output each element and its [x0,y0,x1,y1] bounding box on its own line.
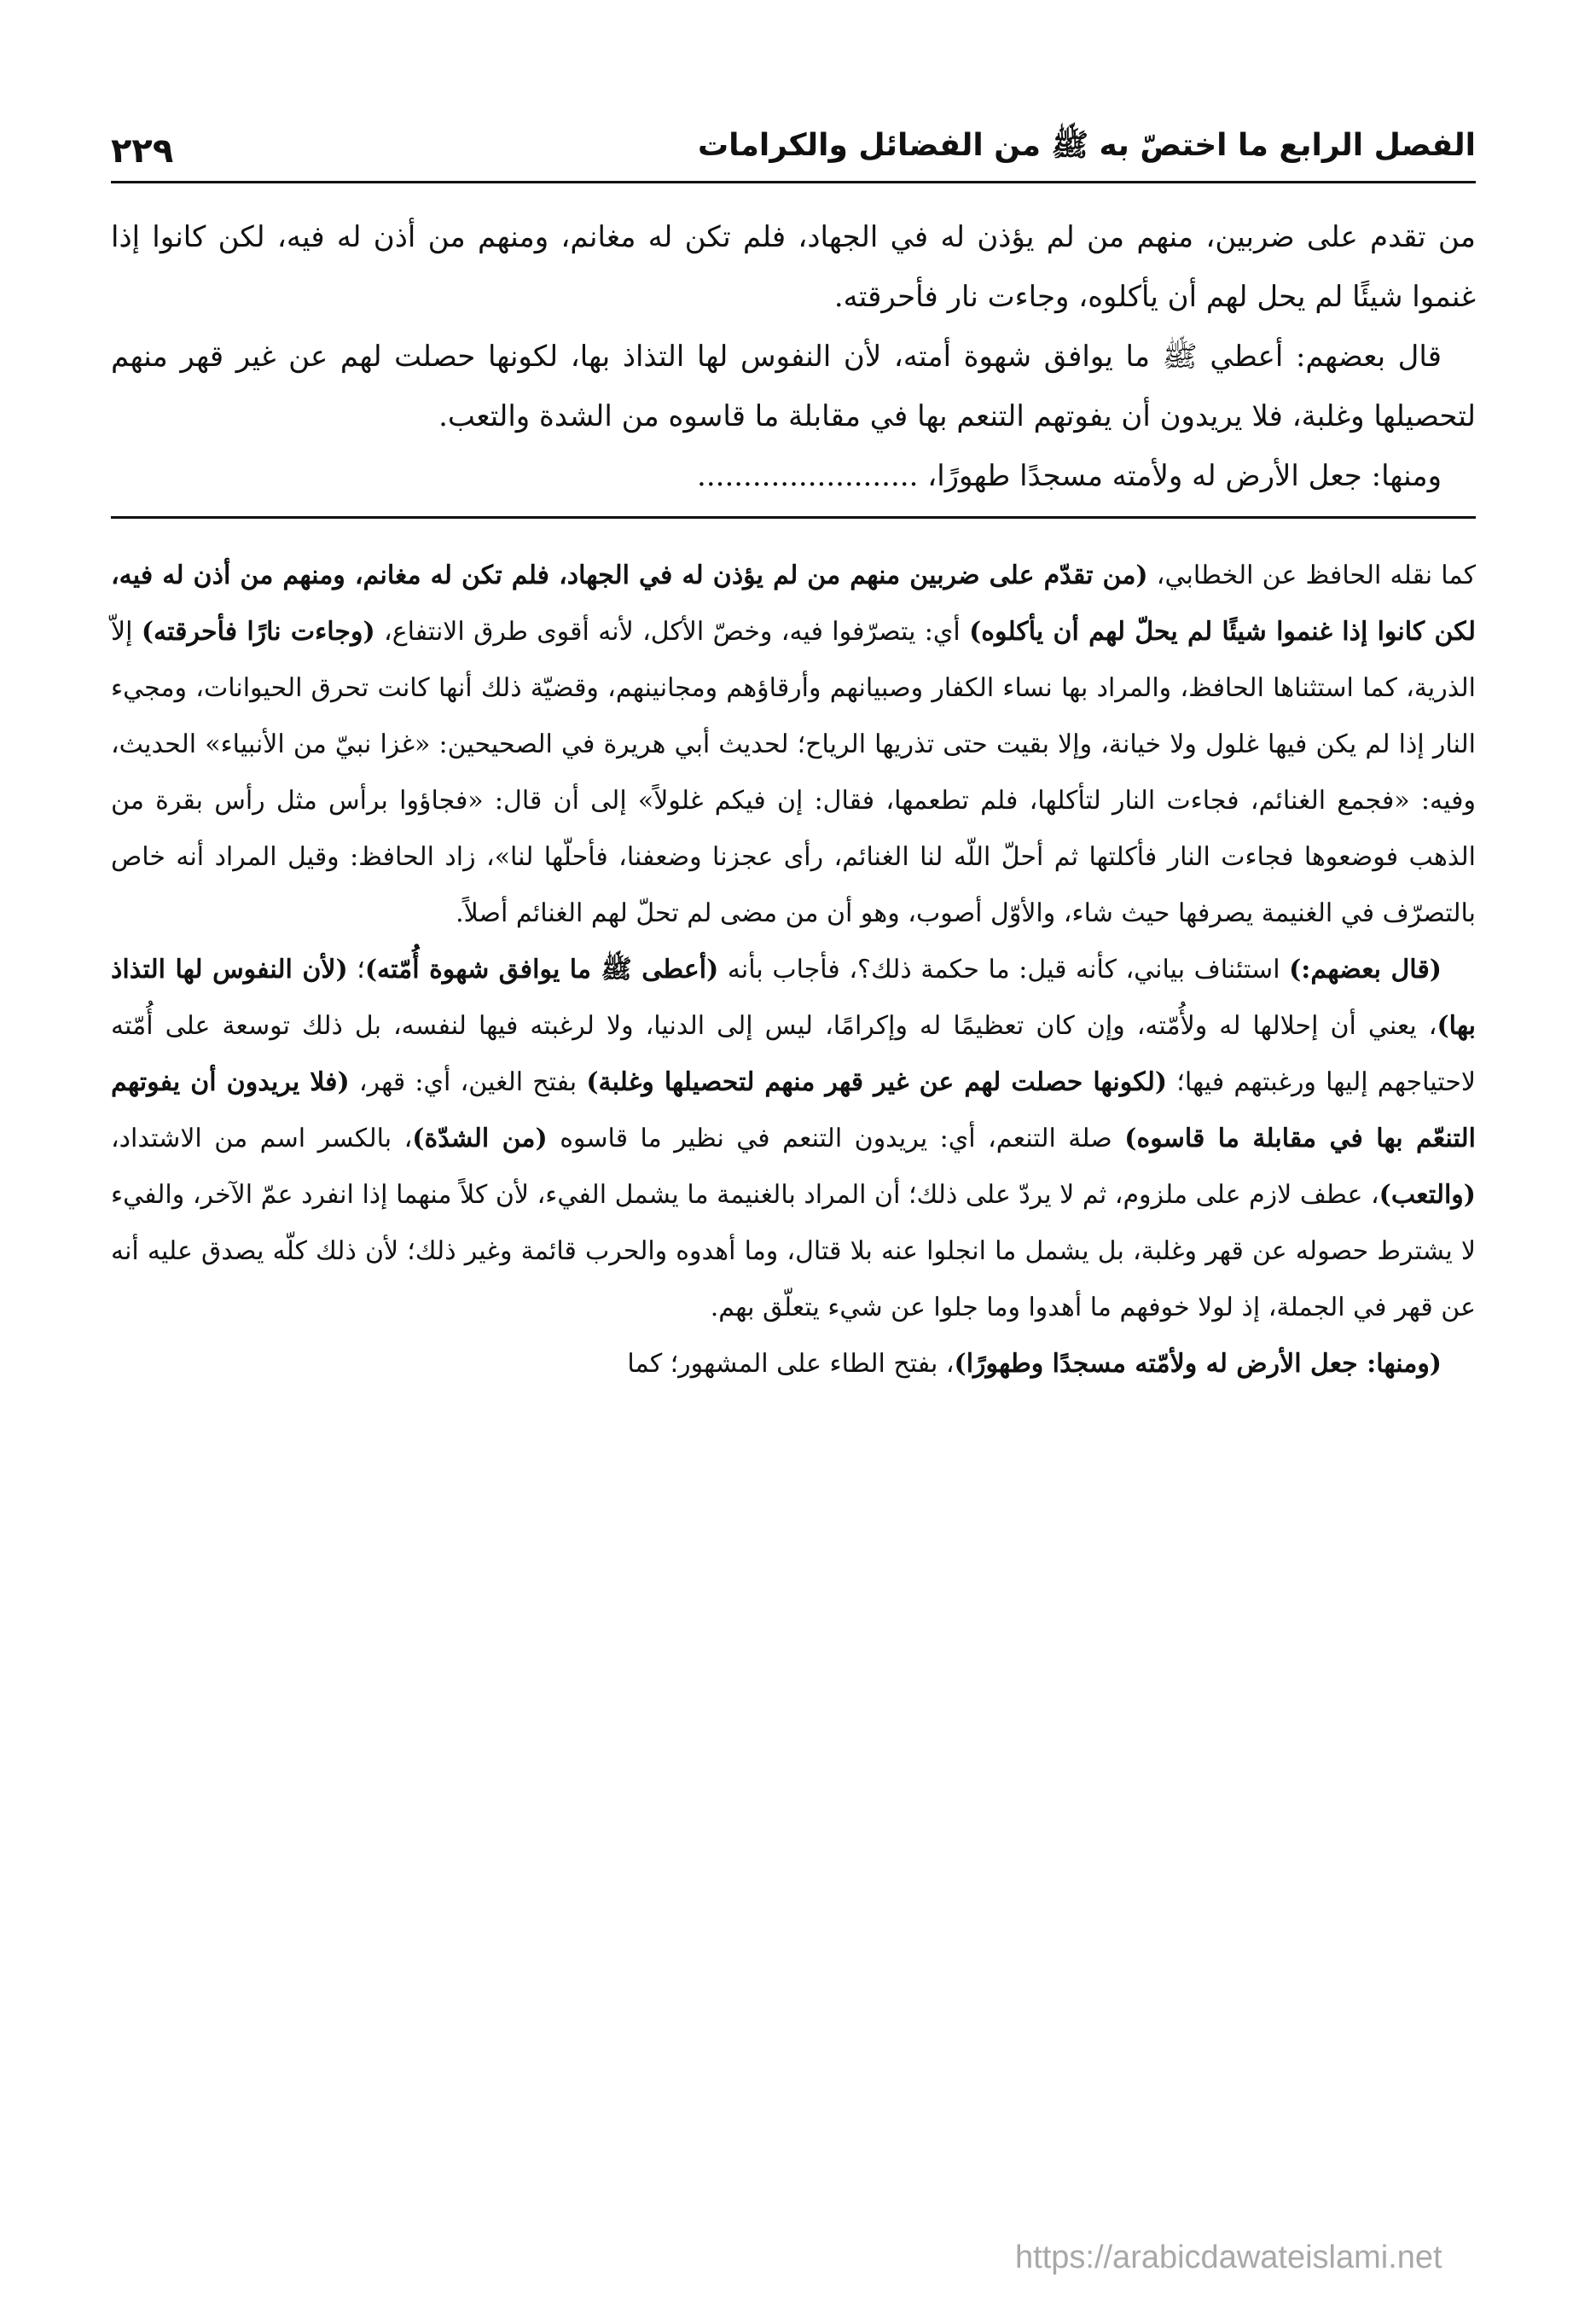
ellipsis-dots: ........................ [697,459,919,493]
commentary-paragraph [111,1336,1476,1392]
quoted-main-text: (وجاءت نارًا فأحرقته) [141,617,375,647]
commentary-text-run: ، يعني أن إحلالها له ولأُمّته، وإن كان تعظيمًا له وإكرامًا، ليس إلى الدنيا، ولا لرغبته فيها لنفسه، بل ذلك توسعة على أُمّته لاحتياجهم إليها ورغبتهم فيها؛ [111,1011,1476,1097]
quoted-main-text: (قال بعضهم:) [1289,955,1442,985]
main-paragraph: من تقدم على ضربين، منهم من لم يؤذن له في الجهاد، فلم تكن له مغانم، ومنهم من أذن له فيه، لكن كانوا إذا غنموا شيئًا لم يحل لهم أن يأكلوه، وجاءت نار فأحرقته. [111,220,1476,314]
page-header [111,102,1476,183]
chapter-title: الفصل الرابع ما اختصّ به ﷺ من الفضائل والكرامات [697,128,1476,163]
book-page [111,102,1476,1392]
quoted-main-text: (لأن النفوس لها التذاذ بها) [111,955,1476,1041]
commentary-text-run: كما نقله الحافظ عن الخطابي، [1147,561,1476,590]
main-last-line-text: ومنها: جعل الأرض له ولأمته مسجدًا طهورًا، [927,459,1442,493]
commentary-text-run: ؛ [347,955,365,985]
text-separator [111,516,1476,519]
commentary-text [111,548,1476,1392]
main-last-line [111,446,1476,506]
page-number: ٢٢٩ [111,131,174,171]
commentary-text-run: أي: يتصرّفوا فيه، وخصّ الأكل، لأنه أقوى طرق الانتفاع، [374,617,970,647]
quoted-main-text: (ومنها: جعل الأرض له ولأمّته مسجدًا وطهورًا) [954,1349,1442,1379]
quoted-main-text: (من تقدّم على ضربين منهم من لم يؤذن له في الجهاد، فلم تكن له مغانم، ومنهم من أذن له فيه، لكن كانوا إذا غنموا شيئًا لم يحلّ لهم أن يأكلوه) [111,561,1476,647]
commentary-paragraph [111,548,1476,942]
commentary-text-run: استئناف بياني، كأنه قيل: ما حكمة ذلك؟، فأجاب بأنه [718,955,1290,985]
commentary-text-run: ، بالكسر اسم من الاشتداد، [111,1124,413,1153]
main-paragraph: قال بعضهم: أعطي ﷺ ما يوافق شهوة أمته، لأن النفوس لها التذاذ بها، لكونها حصلت لهم عن غير قهر منهم لتحصيلها وغلبة، فلا يريدون أن يفوتهم التنعم بها في مقابلة ما قاسوه من الشدة والتعب. [111,340,1476,433]
quoted-main-text: (أعطى ﷺ ما يوافق شهوة أُمّته) [364,955,719,985]
commentary-text-run: إلاّ الذرية، كما استثناها الحافظ، والمراد بها نساء الكفار وصبيانهم وأرقاؤهم ومجانينهم، وقضيّة ذلك أنها كانت تحرق الحيوانات، ومجيء النار إذا لم يكن فيها غلول ولا خيانة، وإلا بقيت حتى تذريها الرياح؛ لحديث أبي هريرة في الصحيحين: «غزا نبيّ من الأنبياء» الحديث، وفيه: «فجمع الغنائم، فجاءت النار لتأكلها، فلم تطعمها، فقال: إن فيكم غلولاً» إلى أن قال: «فجاؤوا برأس مثل رأس بقرة من الذهب فوضعوها فجاءت النار فأكلتها ثم أحلّ اللّه لنا الغنائم، رأى عجزنا وضعفنا، فأحلّها لنا»، زاد الحافظ: وقيل المراد أنه خاص بالتصرّف في الغنيمة يصرفها حيث شاء، والأوّل أصوب، وهو أن من مضى لم تحلّ لهم الغنائم أصلاً. [111,617,1476,928]
commentary-paragraph [111,942,1476,1336]
commentary-text-run: ، بفتح الطاء على المشهور؛ كما [627,1349,955,1379]
main-text [111,207,1476,506]
quoted-main-text: (والتعب) [1379,1180,1476,1210]
quoted-main-text: (فلا يريدون أن يفوتهم التنعّم بها في مقابلة ما قاسوه) [111,1067,1476,1153]
commentary-text-run: صلة التنعم، أي: يريدون التنعم في نظير ما قاسوه [547,1124,1125,1153]
commentary-text-run: ، عطف لازم على ملزوم، ثم لا يردّ على ذلك؛ أن المراد بالغنيمة ما يشمل الفيء، لأن كلاً منهما إذا انفرد عمّ الآخر، والفيء لا يشترط حصوله عن قهر وغلبة، بل يشمل ما انجلوا عنه بلا قتال، وما أهدوه والحرب قائمة وغير ذلك؛ لأن ذلك كلّه يصدق عليه أنه عن قهر في الجملة، إذ لولا خوفهم ما أهدوا وما جلوا عن شيء يتعلّق بهم. [111,1180,1476,1322]
quoted-main-text: (من الشدّة) [412,1124,548,1153]
commentary-text-run: بفتح الغين، أي: قهر، [349,1067,587,1097]
quoted-main-text: (لكونها حصلت لهم عن غير قهر منهم لتحصيلها وغلبة) [586,1067,1168,1097]
site-watermark: https://arabicdawateislami.net [1015,2240,1442,2275]
